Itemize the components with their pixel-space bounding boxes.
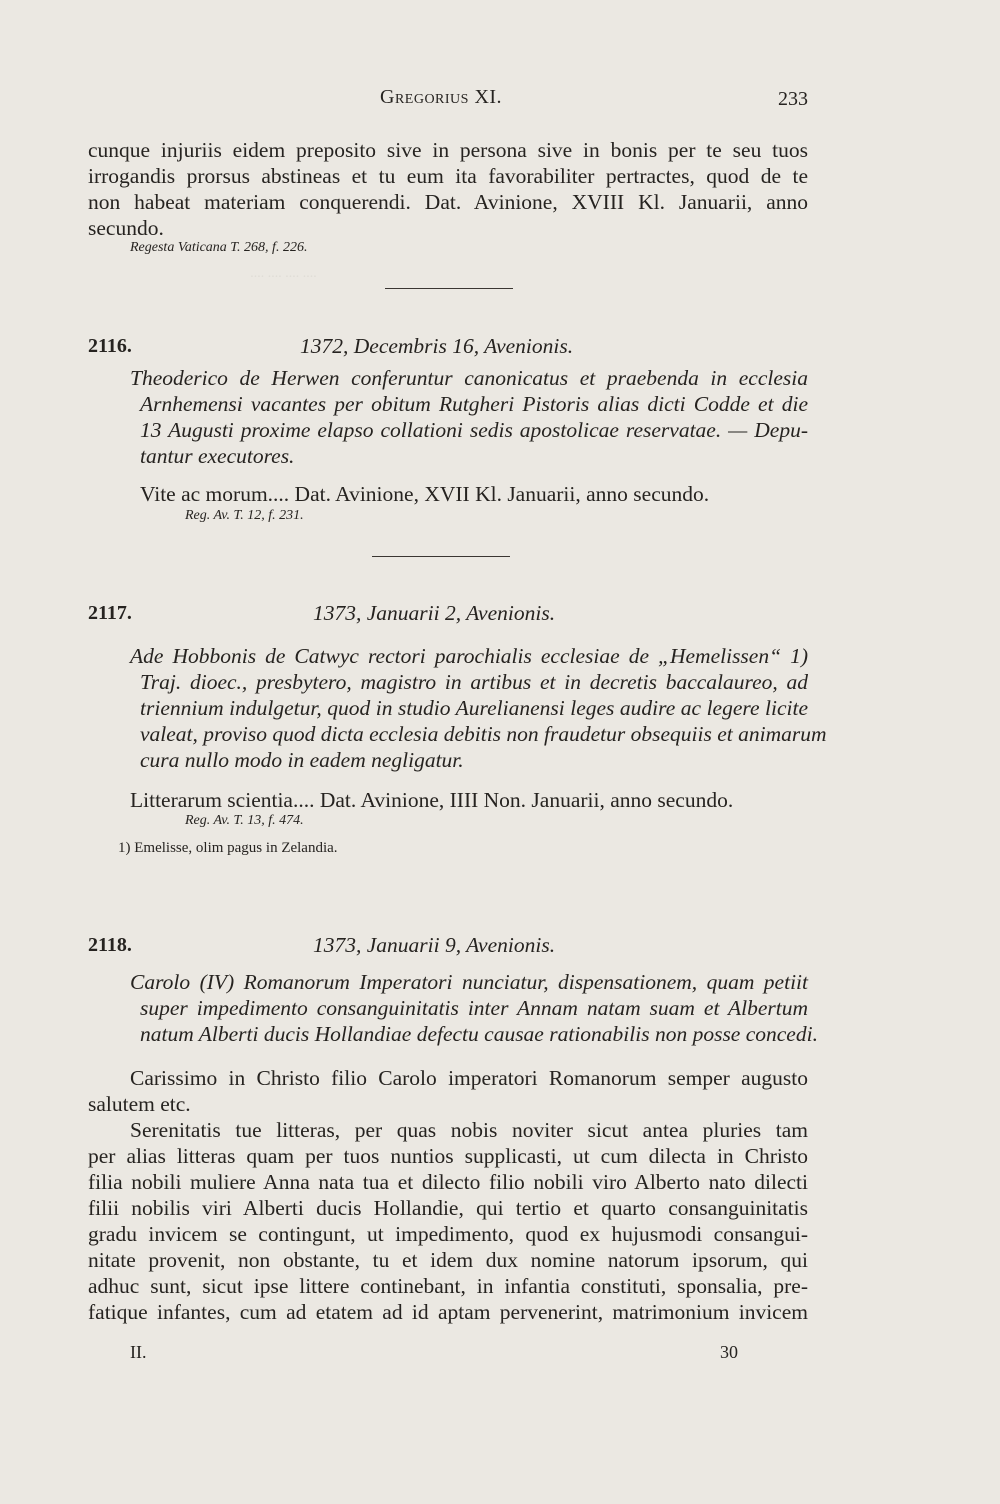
body-line: adhuc sunt, sicut ipse littere continebant, in infantia constituti, sponsalia, pre- xyxy=(88,1274,808,1298)
bleed-through: ···· ···· ···· ···· xyxy=(250,270,317,285)
source-citation: Regesta Vaticana T. 268, f. 226. xyxy=(130,240,308,255)
entry-text: Litterarum scientia.... Dat. Avinione, IIII Non. Januarii, anno secundo. xyxy=(130,788,734,812)
body-line: filii nobilis viri Alberti ducis Hollandie, qui tertio et quarto consanguinitatis xyxy=(88,1196,808,1220)
summary-line: Theoderico de Herwen conferuntur canonicatus et praebenda in ecclesia xyxy=(130,366,808,390)
body-line: Carissimo in Christo filio Carolo imperatori Romanorum semper augusto xyxy=(130,1066,808,1090)
body-line: gradu invicem se contingunt, ut impedimento, quod ex hujusmodi consangui- xyxy=(88,1222,808,1246)
summary-line: valeat, proviso quod dicta ecclesia debitis non fraudetur obsequiis et animarum xyxy=(140,722,827,746)
body-line: Serenitatis tue litteras, per quas nobis noviter sicut antea pluries tam xyxy=(130,1118,808,1142)
volume-mark: II. xyxy=(130,1342,147,1362)
summary-line: Arnhemensi vacantes per obitum Rutgheri Pistoris alias dicti Codde et die xyxy=(140,392,808,416)
summary-line: Ade Hobbonis de Catwyc rectori parochialis ecclesiae de „Hemelissen“ 1) xyxy=(130,644,808,668)
separator-rule xyxy=(372,556,510,557)
separator-rule xyxy=(385,288,513,289)
summary-line: natum Alberti ducis Hollandiae defectu causae rationabilis non posse concedi. xyxy=(140,1022,818,1046)
text-line: cunque injuriis eidem preposito sive in persona sive in bonis per te seu tuos xyxy=(88,138,808,162)
body-line: filia nobili muliere Anna nata tua et dilecto filio nobili viro Alberto nato dilecti xyxy=(88,1170,808,1194)
summary-line: Carolo (IV) Romanorum Imperatori nunciatur, dispensationem, quam petiit xyxy=(130,970,808,994)
body-line: nitate provenit, non obstante, tu et idem dux nomine natorum ipsorum, qui xyxy=(88,1248,808,1272)
entry-date: 1372, Decembris 16, Avenionis. xyxy=(300,334,574,358)
entry-date: 1373, Januarii 2, Avenionis. xyxy=(313,601,556,625)
summary-line: cura nullo modo in eadem negligatur. xyxy=(140,748,464,772)
entry-number: 2117. xyxy=(88,602,132,624)
summary-line: Traj. dioec., presbytero, magistro in artibus et in decretis baccalaureo, ad xyxy=(140,670,808,694)
text-line: non habeat materiam conquerendi. Dat. Avinione, XVIII Kl. Januarii, anno xyxy=(88,190,808,214)
summary-line: triennium indulgetur, quod in studio Aurelianensi leges audire ac legere licite xyxy=(140,696,808,720)
entry-text: Vite ac morum.... Dat. Avinione, XVII Kl. Januarii, anno secundo. xyxy=(140,482,710,506)
text-line: irrogandis prorsus abstineas et tu eum ita favorabiliter pertractes, quod de te xyxy=(88,164,808,188)
running-title: Gregorius XI. xyxy=(380,86,503,108)
text-line: secundo. xyxy=(88,216,164,240)
body-line: per alias litteras quam per tuos nuntios supplicasti, ut cum dilecta in Christo xyxy=(88,1144,808,1168)
body-line: fatique infantes, cum ad etatem ad id aptam pervenerint, matrimonium invicem xyxy=(88,1300,808,1324)
summary-line: tantur executores. xyxy=(140,444,295,468)
source-citation: Reg. Av. T. 12, f. 231. xyxy=(185,508,304,523)
summary-line: 13 Augusti proxime elapso collationi sedis apostolicae reservatae. — Depu- xyxy=(140,418,808,442)
source-citation: Reg. Av. T. 13, f. 474. xyxy=(185,813,304,828)
summary-line: super impedimento consanguinitatis inter Annam natam suam et Albertum xyxy=(140,996,808,1020)
signature-mark: 30 xyxy=(720,1342,738,1362)
entry-date: 1373, Januarii 9, Avenionis. xyxy=(313,933,556,957)
footnote: 1) Emelisse, olim pagus in Zelandia. xyxy=(118,840,338,856)
entry-number: 2118. xyxy=(88,934,132,956)
body-line: salutem etc. xyxy=(88,1092,191,1116)
page-number: 233 xyxy=(778,88,808,110)
entry-number: 2116. xyxy=(88,335,132,357)
